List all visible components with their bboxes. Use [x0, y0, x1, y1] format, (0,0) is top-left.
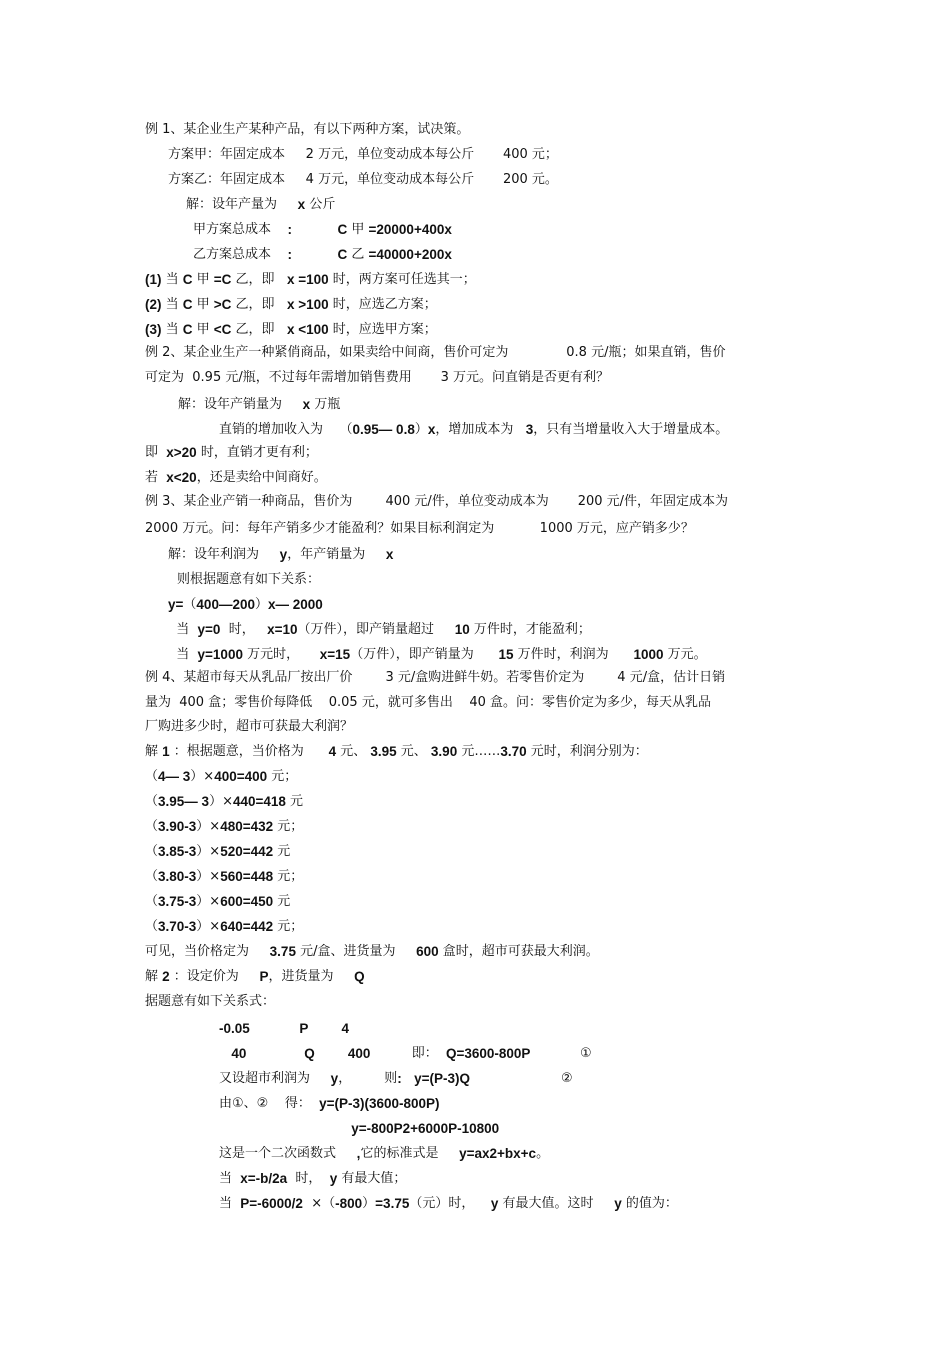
text-segment: ）×: [196, 819, 221, 834]
text-segment: 乙: [347, 247, 369, 262]
math-text: :: [397, 1071, 402, 1086]
text-segment: ×（: [302, 1196, 336, 1211]
text-line: [145, 740, 648, 764]
text-segment: ，年产销量为: [287, 547, 386, 562]
math-text: 3.95: [370, 744, 397, 759]
math-text: 3.75: [269, 944, 296, 959]
text-segment: 据题意有如下关系式：: [145, 994, 276, 1009]
text-segment: 当: [168, 647, 198, 662]
math-text: -800: [335, 1196, 363, 1211]
math-text: x <100: [286, 322, 329, 337]
text-segment: 当: [161, 297, 183, 312]
text-line: [219, 418, 728, 442]
text-segment: 解: [145, 969, 163, 984]
text-segment: 元: [273, 894, 291, 909]
text-line: [145, 293, 437, 317]
text-line: [145, 840, 290, 864]
math-text: C: [337, 247, 348, 262]
text-segment: ，只有当增量收入大于增量成本。: [533, 422, 729, 437]
text-segment: （元）时，: [409, 1196, 491, 1211]
math-text: :: [287, 247, 293, 262]
text-segment: （: [145, 794, 159, 809]
text-segment: [292, 243, 337, 267]
text-segment: 解：设年产销量为: [178, 397, 303, 412]
text-segment: [315, 1042, 348, 1066]
text-segment: ）×: [196, 894, 221, 909]
text-segment: 例 4、某超市每天从乳品厂按出厂价 3 元/盒购进鲜牛奶。若零售价定为 4 元/盒，估计日销: [145, 670, 726, 685]
text-segment: 元/盒、进货量为: [295, 944, 417, 959]
text-line: [219, 1017, 349, 1041]
text-segment: 当: [168, 622, 198, 637]
text-line: [193, 218, 452, 242]
text-segment: 万件时，才能盈利；: [469, 622, 591, 637]
math-text: 560=448: [220, 869, 274, 884]
text-segment: （: [145, 819, 159, 834]
text-segment: 则根据题意有如下关系：: [177, 572, 321, 587]
text-line: [145, 268, 476, 292]
text-segment: ：根据题意，当价格为: [169, 744, 329, 759]
text-segment: 方案甲：年固定成本 2 万元，单位变动成本每公斤 400 元；: [168, 147, 558, 162]
text-segment: 时，直销才更有利；: [196, 445, 318, 460]
text-segment: 当: [161, 322, 183, 337]
math-text: 3.70-3: [158, 919, 197, 934]
math-text: 4— 3: [158, 769, 191, 784]
math-text: x— 2000: [268, 597, 323, 612]
text-line: [186, 193, 335, 217]
text-segment: ）: [414, 422, 428, 437]
math-text: 400=400: [214, 769, 268, 784]
text-segment: ，进货量为: [268, 969, 355, 984]
text-segment: 可定为 0.95 元/瓶，不过每年需增加销售费用 3 万元。问直销是否更有利？: [145, 370, 610, 385]
math-text: 40: [231, 1046, 247, 1061]
math-text: 4: [341, 1021, 349, 1036]
text-segment: 元、: [396, 744, 431, 759]
math-text: 640=442: [220, 919, 274, 934]
math-text: 10: [454, 622, 470, 637]
text-segment: 若: [145, 470, 167, 485]
text-segment: 甲: [192, 322, 214, 337]
text-segment: 时，应选甲方案；: [328, 322, 437, 337]
text-line: [145, 990, 275, 1014]
text-segment: ）×: [196, 919, 221, 934]
math-text: 3.90: [430, 744, 458, 759]
text-segment: （: [145, 894, 159, 909]
text-segment: 元；: [273, 869, 304, 884]
math-text: Q: [354, 969, 365, 984]
text-segment: 元；: [273, 819, 304, 834]
text-segment: （: [145, 769, 159, 784]
text-segment: 甲: [192, 297, 214, 312]
text-segment: 万元时，: [242, 647, 320, 662]
text-segment: ）: [362, 1196, 376, 1211]
text-line: [219, 1067, 573, 1091]
text-segment: ：设定价为: [169, 969, 260, 984]
text-segment: （: [183, 597, 197, 612]
math-text: P: [259, 969, 269, 984]
text-line: [219, 1042, 592, 1066]
math-text: 3.70: [500, 744, 527, 759]
text-segment: 当: [161, 272, 183, 287]
text-segment: 例 3、某企业产销一种商品，售价为 400 元/件，单位变动成本为 200 元/件，年固定成本为: [145, 494, 729, 509]
text-line: [145, 790, 303, 814]
math-text: x =100: [286, 272, 329, 287]
math-text: 3.90-3: [158, 819, 197, 834]
math-text: y=ax2+bx+c: [459, 1146, 537, 1161]
text-line: [145, 441, 318, 465]
text-segment: 时，: [220, 622, 268, 637]
text-line: [168, 543, 393, 567]
math-text: x: [385, 547, 394, 562]
text-segment: 有最大值；: [337, 1171, 407, 1186]
text-segment: [308, 1017, 341, 1041]
text-segment: 解：设年产量为: [186, 197, 298, 212]
text-segment: 厂购进多少时，超市可获最大利润？: [145, 719, 354, 734]
text-line: [145, 490, 728, 514]
text-line: [168, 168, 558, 192]
text-segment: 方案乙：年固定成本 4 万元，单位变动成本每公斤 200 元。: [168, 172, 558, 187]
text-segment: ）: [254, 597, 268, 612]
math-text: x: [427, 422, 436, 437]
text-segment: 元、: [336, 744, 371, 759]
text-segment: 有最大值。这时: [498, 1196, 615, 1211]
math-text: y: [329, 1171, 338, 1186]
math-text: 400: [347, 1046, 371, 1061]
math-text: 0.95— 0.8: [352, 422, 415, 437]
text-line: [145, 890, 290, 914]
text-segment: [402, 1067, 414, 1091]
math-text: 400—200: [196, 597, 255, 612]
math-text: x: [302, 397, 311, 412]
math-text: P: [299, 1021, 309, 1036]
text-segment: 时，两方案可任选其一；: [328, 272, 476, 287]
text-segment: 当: [219, 1171, 241, 1186]
text-line: [145, 865, 303, 889]
text-line: [219, 1092, 440, 1116]
math-text: =20000+400x: [368, 222, 452, 237]
text-segment: 元时，利润分别为：: [526, 744, 648, 759]
text-segment: 量为 400 盒；零售价每降低 0.05 元，就可多售出 40 盒。问：零售价定为多少，每天从乳品: [145, 695, 712, 710]
text-segment: [219, 1042, 231, 1066]
text-line: [145, 715, 353, 739]
text-line: [219, 1142, 549, 1166]
math-text: :: [287, 222, 293, 237]
math-text: C: [182, 322, 193, 337]
text-segment: ）×: [196, 844, 221, 859]
math-text: =40000+200x: [368, 247, 452, 262]
text-line: [145, 366, 609, 390]
text-segment: 即：: [370, 1046, 446, 1061]
text-segment: 甲: [192, 272, 214, 287]
text-segment: [292, 218, 337, 242]
text-line: [145, 815, 303, 839]
math-text: (3): [145, 322, 162, 337]
text-line: [219, 1192, 678, 1216]
text-segment: [250, 1017, 300, 1041]
text-segment: ）×: [209, 794, 233, 809]
text-segment: （万件），即产销量为: [350, 647, 499, 662]
math-text: x>20: [166, 445, 197, 460]
text-segment: 乙，即: [231, 272, 287, 287]
text-segment: 直销的增加收入为 （: [219, 422, 353, 437]
math-text: -0.05: [219, 1021, 250, 1036]
math-text: Q: [304, 1046, 315, 1061]
math-text: 2: [162, 969, 170, 984]
text-segment: 的值为：: [621, 1196, 678, 1211]
math-text: 600: [416, 944, 439, 959]
text-segment: 时，: [287, 1171, 330, 1186]
math-text: =3.75: [375, 1196, 410, 1211]
text-segment: ，增加成本为: [435, 422, 526, 437]
math-text: x<20: [166, 470, 197, 485]
text-segment: （: [145, 844, 159, 859]
text-segment: ）×: [190, 769, 215, 784]
text-segment: 元: [285, 794, 304, 809]
math-text: 480=432: [220, 819, 274, 834]
math-text: y: [614, 1196, 622, 1211]
text-segment: 元: [273, 844, 291, 859]
text-segment: 万件时，利润为: [513, 647, 634, 662]
text-line: [145, 318, 437, 342]
text-segment: 万元。: [663, 647, 707, 662]
math-text: 600=450: [220, 894, 274, 909]
math-text: y=(P-3)Q: [414, 1071, 471, 1086]
text-line: [219, 1167, 406, 1191]
text-line: [145, 466, 327, 490]
text-segment: 。: [536, 1146, 550, 1161]
math-text: x=15: [319, 647, 351, 662]
text-segment: 例 1、某企业生产某种产品，有以下两种方案，试决策。: [145, 122, 470, 137]
text-segment: 又设超市利润为: [219, 1071, 331, 1086]
math-text: >C: [213, 297, 232, 312]
text-line: [145, 517, 694, 541]
math-text: y=: [168, 597, 184, 612]
text-segment: 万瓶: [310, 397, 341, 412]
text-segment: （: [145, 919, 159, 934]
math-text: 4: [328, 744, 337, 759]
text-line: [168, 618, 591, 642]
text-segment: ）×: [196, 869, 221, 884]
math-text: (1): [145, 272, 162, 287]
text-line: [178, 393, 340, 417]
text-segment: 元……: [457, 744, 501, 759]
text-segment: ①: [530, 1046, 592, 1061]
math-text: <C: [213, 322, 232, 337]
math-text: 3.75-3: [158, 894, 197, 909]
text-segment: 解: [145, 744, 163, 759]
math-text: C: [337, 222, 348, 237]
text-segment: 它的标准式是: [360, 1146, 460, 1161]
math-text: =C: [213, 272, 232, 287]
text-line: [145, 940, 599, 964]
math-text: y: [279, 547, 288, 562]
text-segment: 可见，当价格定为: [145, 944, 270, 959]
text-segment: 这是一个二次函数式: [219, 1146, 357, 1161]
text-line: [145, 341, 725, 365]
math-text: ,: [356, 1146, 361, 1161]
text-line: [145, 691, 711, 715]
text-line: [145, 666, 725, 690]
math-text: 3.95— 3: [158, 794, 210, 809]
math-text: C: [182, 272, 193, 287]
text-segment: [219, 1117, 351, 1141]
math-text: 1000: [633, 647, 664, 662]
math-text: 1: [162, 744, 170, 759]
math-text: x: [297, 197, 306, 212]
text-segment: 甲: [347, 222, 369, 237]
math-text: 3.80-3: [158, 869, 197, 884]
text-segment: （万件），即产销量超过: [297, 622, 455, 637]
math-text: 3.85-3: [158, 844, 197, 859]
text-segment: ②: [470, 1071, 573, 1086]
text-line: [219, 1117, 499, 1141]
math-text: C: [182, 297, 193, 312]
text-segment: ， 则: [338, 1071, 398, 1086]
math-text: y=1000: [197, 647, 243, 662]
math-text: y: [490, 1196, 499, 1211]
text-segment: [246, 1042, 304, 1066]
math-text: x=10: [267, 622, 298, 637]
text-line: [145, 915, 303, 939]
text-segment: 解：设年利润为: [168, 547, 280, 562]
text-segment: 甲方案总成本: [193, 222, 288, 237]
text-segment: 元；: [273, 919, 304, 934]
text-line: [193, 243, 452, 267]
text-segment: （: [145, 869, 159, 884]
text-segment: 当: [219, 1196, 241, 1211]
text-line: [168, 643, 707, 667]
math-text: 3: [525, 422, 534, 437]
math-text: x >100: [286, 297, 329, 312]
text-segment: 2000 万元。问：每年产销多少才能盈利？如果目标利润定为 1000 万元，应产销多少？: [145, 521, 694, 536]
text-segment: 例 2、某企业生产一种紧俏商品，如果卖给中间商，售价可定为 0.8 元/瓶；如果直销，售价: [145, 345, 726, 360]
math-text: y: [330, 1071, 339, 1086]
text-segment: 即: [145, 445, 167, 460]
text-segment: 由①、② 得：: [219, 1096, 320, 1111]
text-segment: 乙，即: [231, 322, 287, 337]
text-line: [145, 765, 297, 789]
math-text: 520=442: [220, 844, 274, 859]
math-text: (2): [145, 297, 162, 312]
text-line: [168, 143, 558, 167]
text-segment: 盒时，超市可获最大利润。: [438, 944, 599, 959]
text-segment: 乙方案总成本: [193, 247, 288, 262]
math-text: P=-6000/2: [240, 1196, 303, 1211]
text-segment: 乙，即: [231, 297, 287, 312]
text-line: [145, 965, 365, 989]
text-line: [168, 593, 323, 617]
math-text: Q=3600-800P: [446, 1046, 531, 1061]
math-text: 15: [498, 647, 514, 662]
text-segment: 公斤: [305, 197, 336, 212]
text-line: [145, 118, 469, 142]
math-text: y=-800P2+6000P-10800: [351, 1121, 500, 1136]
text-line: [177, 568, 320, 592]
text-segment: 时，应选乙方案；: [328, 297, 437, 312]
text-segment: ，还是卖给中间商好。: [196, 470, 327, 485]
math-text: 440=418: [232, 794, 286, 809]
text-segment: 元；: [267, 769, 298, 784]
math-text: y=0: [197, 622, 221, 637]
math-text: y=(P-3)(3600-800P): [319, 1096, 440, 1111]
math-text: x=-b/2a: [240, 1171, 288, 1186]
